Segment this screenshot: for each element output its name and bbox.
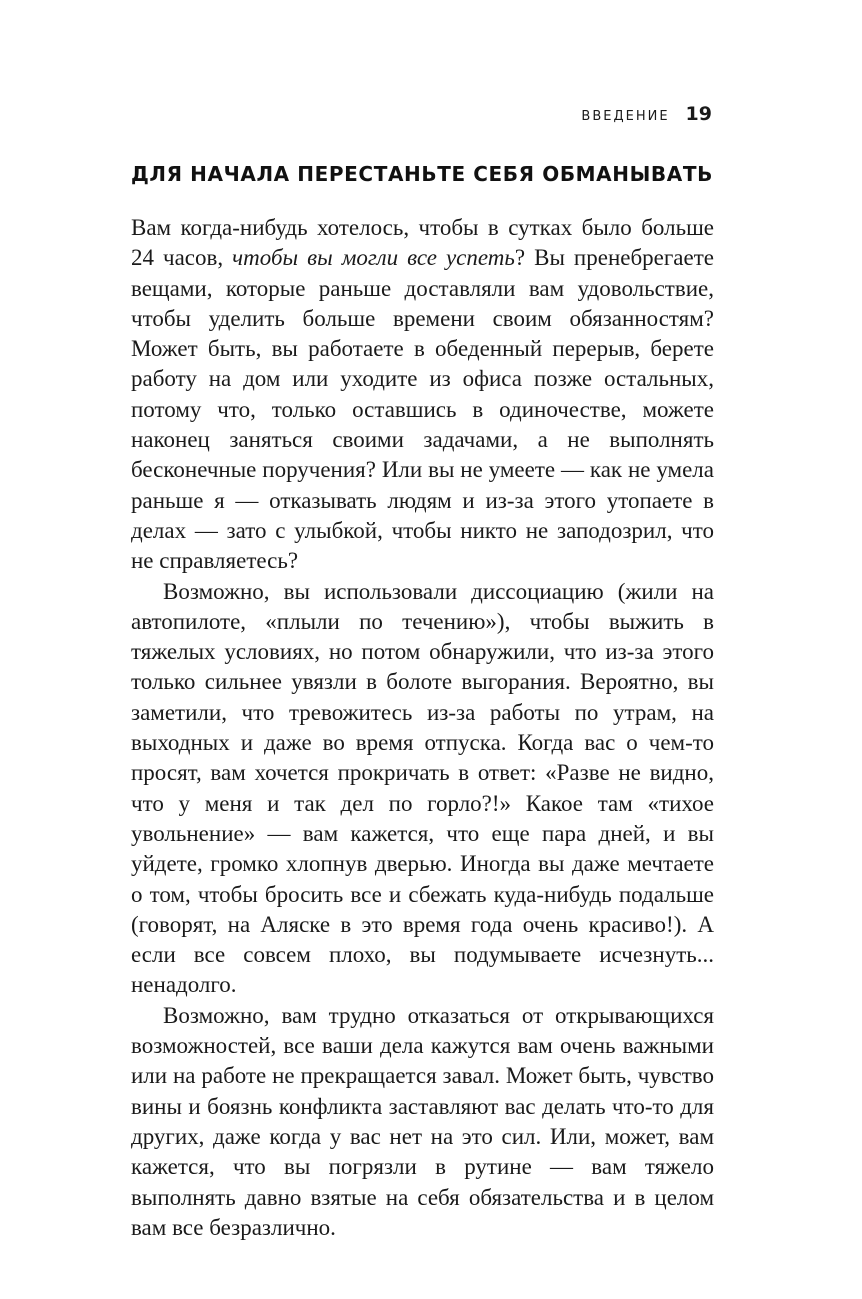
running-head-section: ВВЕДЕНИЕ [581,109,670,124]
paragraph-2: Возможно, вы использовали диссоциацию (жили на автопилоте, «плыли по течению»), чтобы выжить в тяжелых условиях, но потом обнаружили, что из-за этого только сильнее увязли в болоте выгорания. Вероятно, вы заметили, что тревожитесь из-за работы по утрам, на выходных и даже во время отпуска. Когда вас о чем-то просят, вам хочется прокричать в ответ: «Разве не видно, что у меня и так дел по горло?!» Какое там «тихое увольнение» — вам кажется, что еще пара дней, и вы уйдете, громко хлопнув дверью. Иногда вы даже мечтаете о том, чтобы бросить все и сбежать куда-нибудь подальше (говорят, на Аляске в это время года очень красиво!). А если все совсем плохо, вы подумываете исчезнуть... ненадолго. [131,578,714,998]
body-text [131,213,714,1243]
running-head [581,103,712,125]
paragraph-1-start: Вам когда-нибудь хотелось, чтобы в сутках было больше 24 часов, [131,215,714,271]
page-number: 19 [685,103,712,125]
paragraph-1 [131,213,714,577]
paragraph-1-italic: чтобы вы могли все успеть [232,245,515,271]
paragraph-3: Возможно, вам трудно отказаться от открывающихся возможностей, все ваши дела кажутся вам очень важными или на работе не прекращается завал. Может быть, чувство вины и боязнь конфликта заставляют вас делать что-то для других, даже когда у вас нет на это сил. Или, может, вам кажется, что вы погрязли в рутине — вам тяжело выполнять давно взятые на себя обязательства и в целом вам все безразлично. [131,1002,714,1240]
paragraph-1-end: ? Вы пренебрегаете вещами, которые раньше доставляли вам удовольствие, чтобы уделить больше времени своим обязанностям? Может быть, вы работаете в обеденный перерыв, берете работу на дом или уходите из офиса позже остальных, потому что, только оставшись в одиночестве, можете наконец заняться своими задачами, а не выполнять бесконечные поручения? Или вы не умеете — как не умела раньше я — отказывать людям и из-за этого утопаете в делах — зато с улыбкой, чтобы никто не заподозрил, что не справляетесь? [131,245,714,574]
section-heading: ДЛЯ НАЧАЛА ПЕРЕСТАНЬТЕ СЕБЯ ОБМАНЫВАТЬ [131,162,713,186]
